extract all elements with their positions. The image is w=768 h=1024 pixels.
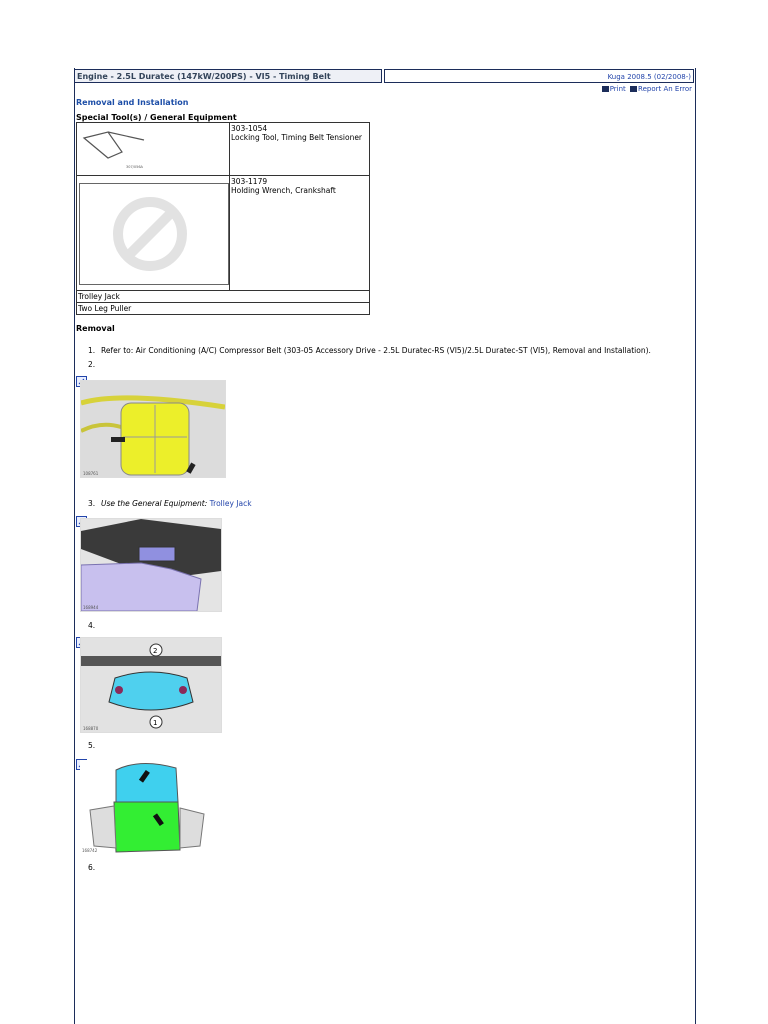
step-1: 1. Refer to: Air Conditioning (A/C) Compressor Belt (303-05 Accessory Drive - 2.5L Duratec-RS (VI5)/2.5L Duratec-ST (VI5), Removal and Installation). xyxy=(88,346,651,355)
tool-number: 303-1054 xyxy=(231,124,268,133)
step-2: 2. xyxy=(88,360,96,369)
placeholder-image-frame xyxy=(79,183,229,285)
tool-text-cell xyxy=(230,123,370,176)
tool-name: Holding Wrench, Crankshaft xyxy=(231,186,336,195)
step-6: 6. xyxy=(88,863,96,872)
tool-image-cell xyxy=(77,123,230,176)
removal-title: Removal xyxy=(76,324,115,333)
tool-name: Locking Tool, Timing Belt Tensioner xyxy=(231,133,363,142)
equipment-cell: Trolley Jack xyxy=(77,291,370,303)
vehicle-label: Kuga 2008.5 (02/2008-) xyxy=(384,69,694,83)
page-title: Engine - 2.5L Duratec (147kW/200PS) - VI5 - Timing Belt xyxy=(74,69,382,83)
tool-image-label: 307/056A xyxy=(126,165,143,169)
figure-step-4[interactable]: 2 1 168870 xyxy=(80,637,222,733)
no-image-icon xyxy=(80,184,226,282)
tools-table xyxy=(76,122,370,315)
svg-text:1: 1 xyxy=(153,719,158,727)
print-link[interactable]: Print xyxy=(609,85,626,93)
table-row xyxy=(77,176,370,291)
figure-step-5[interactable]: 168742 xyxy=(80,760,210,854)
trolley-jack-link[interactable]: Trolley Jack xyxy=(209,499,252,508)
locking-tool-image xyxy=(78,124,226,172)
tool-number: 303-1179 xyxy=(231,177,268,186)
svg-text:2: 2 xyxy=(153,647,158,655)
section-title: Removal and Installation xyxy=(76,98,189,107)
tool-image-cell xyxy=(77,176,230,291)
table-row xyxy=(77,303,370,315)
table-row xyxy=(77,291,370,303)
step-3: 3. Use the General Equipment: Trolley Jack xyxy=(88,499,252,508)
step-4: 4. xyxy=(88,621,96,630)
figure-step-3[interactable]: 168944 xyxy=(80,518,222,612)
table-row xyxy=(77,123,370,176)
report-icon xyxy=(630,86,637,92)
action-links xyxy=(600,85,692,93)
step-prefix: Use the General Equipment: xyxy=(101,499,208,508)
step-text: Refer to: Air Conditioning (A/C) Compressor Belt (303-05 Accessory Drive - 2.5L Duratec-RS (VI5)/2.5L Duratec-ST (VI5), Removal and Installation). xyxy=(101,346,651,355)
figure-step-2[interactable]: 108761 xyxy=(80,380,226,478)
tool-text-cell xyxy=(230,176,370,291)
step-5: 5. xyxy=(88,741,96,750)
printer-icon xyxy=(602,86,609,92)
equipment-cell: Two Leg Puller xyxy=(77,303,370,315)
report-error-link[interactable]: Report An Error xyxy=(638,85,692,93)
tools-title: Special Tool(s) / General Equipment xyxy=(76,113,237,122)
